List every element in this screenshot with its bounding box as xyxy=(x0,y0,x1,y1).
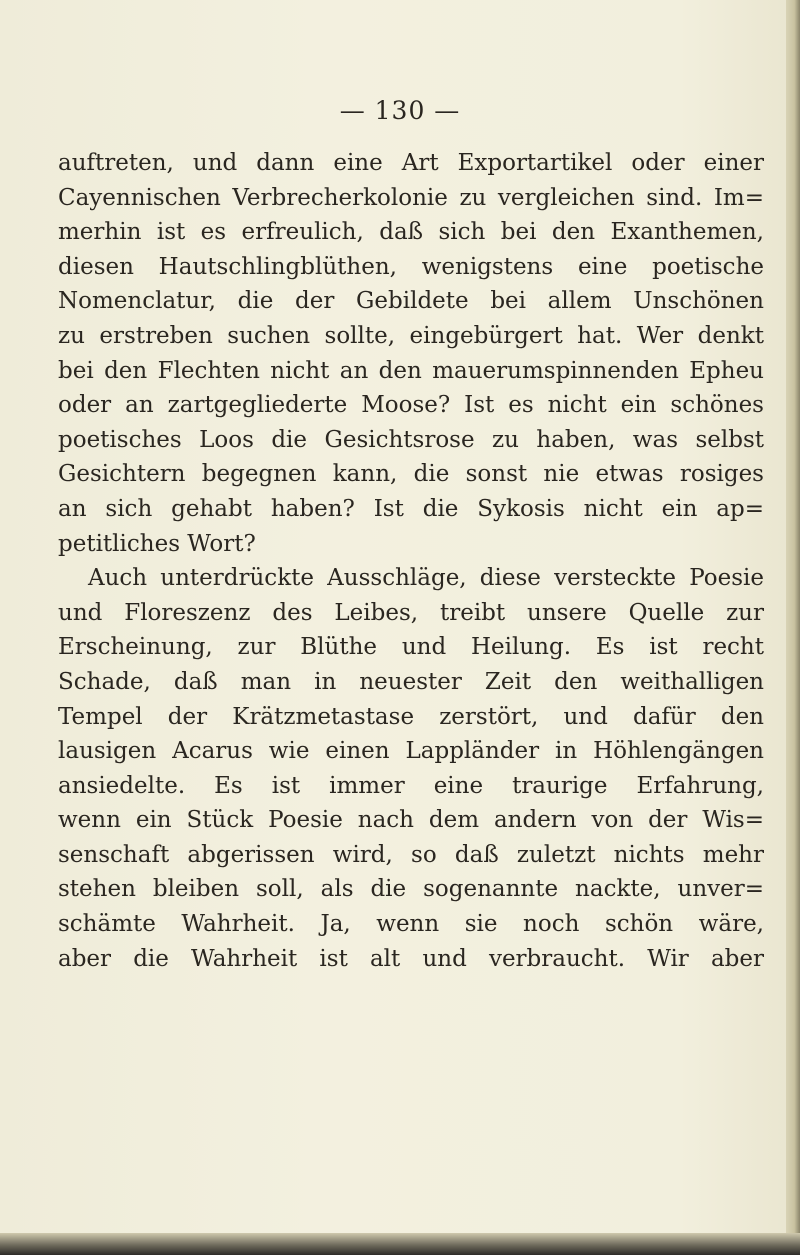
paragraph-start-line: Auch unterdrückte Ausschläge, diese versteckte Poesie xyxy=(88,565,764,592)
text-line: poetisches Loos die Gesichtsrose zu haben, was selbst xyxy=(58,426,764,453)
text-line: merhin ist es erfreulich, daß sich bei den Exanthemen, xyxy=(58,219,764,246)
text-line: Cayennischen Verbrecherkolonie zu vergleichen sind. Im= xyxy=(58,184,764,211)
text-line: petitliches Wort? xyxy=(58,530,256,557)
text-line: oder an zartgegliederte Moose? Ist es nicht ein schönes xyxy=(58,392,764,419)
text-line: Nomenclatur, die der Gebildete bei allem Unschönen xyxy=(58,288,764,315)
text-line: Gesichtern begegnen kann, die sonst nie etwas rosiges xyxy=(58,461,764,488)
text-line: aber die Wahrheit ist alt und verbraucht. Wir aber xyxy=(58,945,764,972)
page-edge-right xyxy=(786,0,800,1255)
text-line: lausigen Acarus wie einen Lappländer in Höhlengängen xyxy=(58,738,764,765)
text-line: diesen Hautschlingblüthen, wenigstens eine poetische xyxy=(58,253,764,280)
body-text xyxy=(58,146,764,976)
page-edge-bottom xyxy=(0,1233,800,1255)
text-line: schämte Wahrheit. Ja, wenn sie noch schön wäre, xyxy=(58,911,764,938)
text-line: bei den Flechten nicht an den mauerumspinnenden Epheu xyxy=(58,357,764,384)
text-line: Tempel der Krätzmetastase zerstört, und dafür den xyxy=(58,703,764,730)
text-line: und Floreszenz des Leibes, treibt unsere Quelle zur xyxy=(58,599,764,626)
text-line: an sich gehabt haben? Ist die Sykosis nicht ein ap= xyxy=(58,495,764,522)
text-line: senschaft abgerissen wird, so daß zuletzt nichts mehr xyxy=(58,841,764,868)
text-line: zu erstreben suchen sollte, eingebürgert hat. Wer denkt xyxy=(58,322,764,349)
text-line: stehen bleiben soll, als die sogenannte nackte, unver= xyxy=(58,876,764,903)
text-line: wenn ein Stück Poesie nach dem andern von der Wis= xyxy=(58,807,764,834)
page-number: — 130 — xyxy=(339,96,461,125)
text-line: Erscheinung, zur Blüthe und Heilung. Es ist recht xyxy=(58,634,764,661)
text-line: auftreten, und dann eine Art Exportartikel oder einer xyxy=(58,150,764,176)
text-line: ansiedelte. Es ist immer eine traurige Erfahrung, xyxy=(58,772,764,799)
text-line: Schade, daß man in neuester Zeit den weithalligen xyxy=(58,668,764,695)
